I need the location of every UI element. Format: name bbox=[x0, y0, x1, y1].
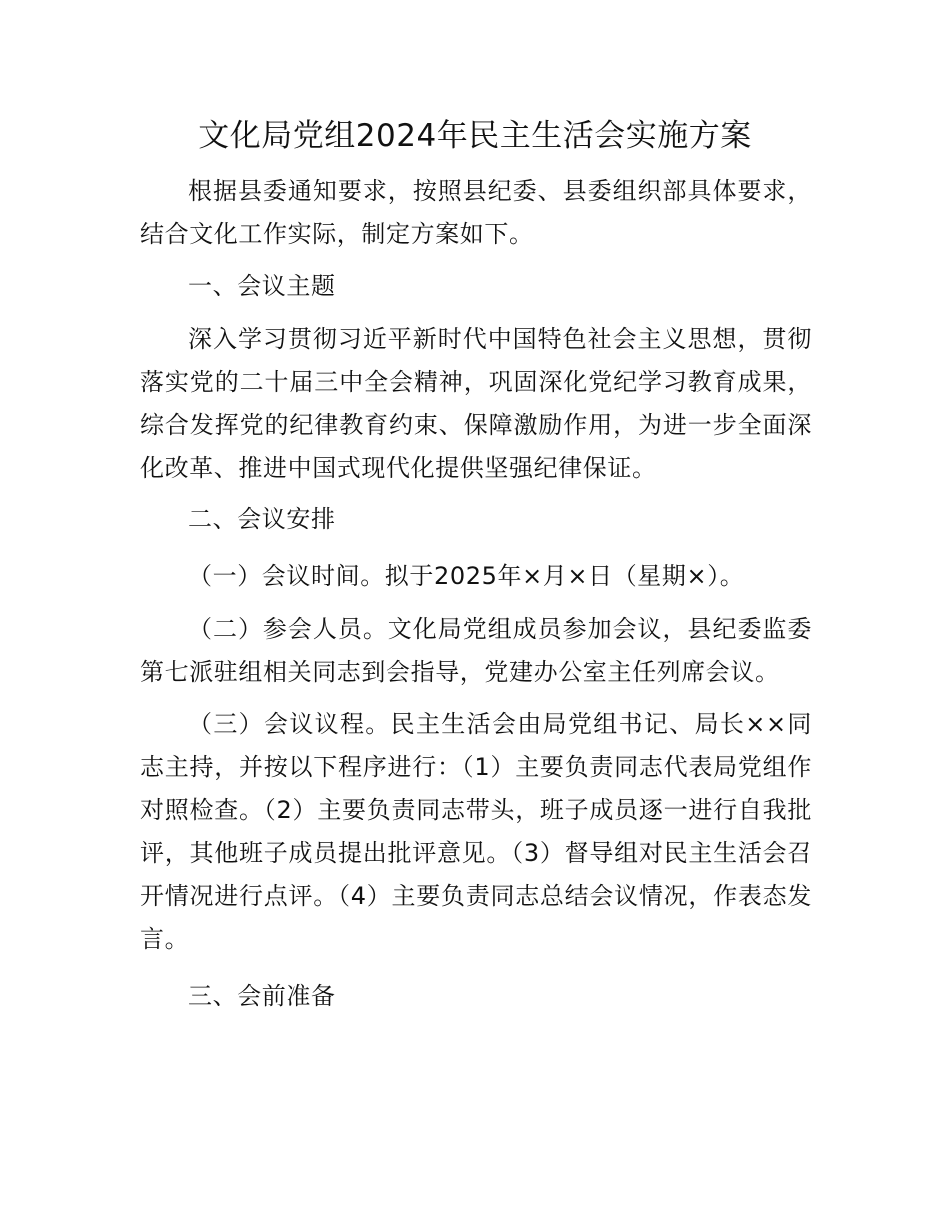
intro-paragraph: 根据县委通知要求，按照县纪委、县委组织部具体要求，结合文化工作实际，制定方案如下。 bbox=[140, 177, 812, 248]
agenda-paragraph: （三）会议议程。民主生活会由局党组书记、局长××同志主持，并按以下程序进行：（1）主要负责同志代表局党组作对照检查。（2）主要负责同志带头，班子成员逐一进行自我批评，其他班子成员提出批评意见。（3）督导组对民主生活会召开情况进行点评。（4）主要负责同志总结会议情况，作表态发言。 bbox=[140, 710, 812, 953]
attendees-paragraph: （二）参会人员。文化局党组成员参加会议，县纪委监委第七派驻组相关同志到会指导，党建办公室主任列席会议。 bbox=[140, 615, 812, 686]
theme-paragraph: 深入学习贯彻习近平新时代中国特色社会主义思想，贯彻落实党的二十届三中全会精神，巩固深化党纪学习教育成果，综合发挥党的纪律教育约束、保障激励作用，为进一步全面深化改革、推进中国式现代化提供坚强纪律保证。 bbox=[140, 325, 812, 482]
section-heading-preparation: 三、会前准备 bbox=[188, 982, 336, 1010]
meeting-time-paragraph: （一）会议时间。拟于2025年×月×日（星期×）。 bbox=[188, 562, 745, 590]
section-heading-arrangement: 二、会议安排 bbox=[188, 505, 336, 533]
section-heading-theme: 一、会议主题 bbox=[188, 272, 336, 300]
document-title: 文化局党组2024年民主生活会实施方案 bbox=[198, 118, 752, 154]
